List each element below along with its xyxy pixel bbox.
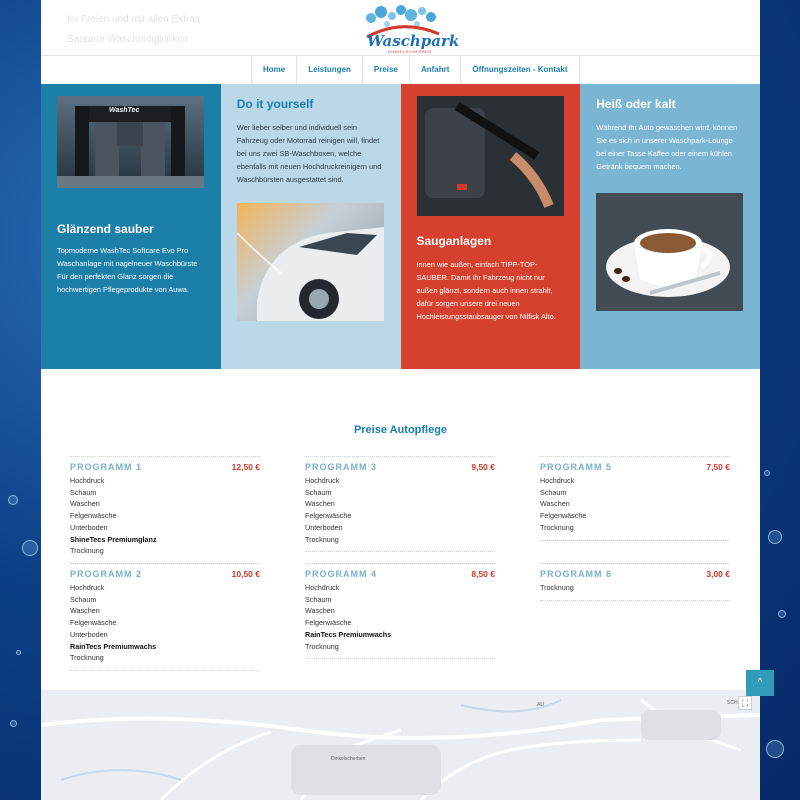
program-item: Schaum bbox=[70, 487, 97, 497]
program-name: PROGRAMM 6 bbox=[540, 569, 613, 579]
background-bubble bbox=[766, 740, 784, 758]
vacuum-interior-image bbox=[417, 96, 564, 216]
feature-heiss-oder-kalt bbox=[580, 84, 760, 369]
program-item-premium: RainTecs Premiumwachs bbox=[70, 641, 157, 651]
car-pressure-wash-image bbox=[237, 203, 384, 321]
program-price: 9,50 € bbox=[471, 462, 495, 472]
program-item: Schaum bbox=[305, 594, 332, 604]
feature-glaenzend-sauber bbox=[41, 84, 221, 369]
program-item: Felgenwäsche bbox=[540, 511, 587, 521]
site-header bbox=[41, 0, 760, 56]
washtec-image-label: WashTec bbox=[109, 107, 140, 114]
program-item: Schaum bbox=[540, 487, 567, 497]
main-navigation bbox=[41, 56, 760, 84]
program-item: Waschen bbox=[305, 606, 335, 616]
program-item-premium: ShineTecs Premiumglanz bbox=[70, 534, 157, 544]
program-item: Unterboden bbox=[70, 522, 108, 532]
program-item: Felgenwäsche bbox=[70, 511, 117, 521]
program-item: Hochdruck bbox=[305, 476, 340, 485]
program-name: PROGRAMM 3 bbox=[305, 462, 378, 472]
background-bubble bbox=[8, 495, 18, 505]
waschpark-logo[interactable] bbox=[361, 4, 460, 54]
program-name: PROGRAMM 2 bbox=[70, 569, 143, 579]
program-name: PROGRAMM 5 bbox=[540, 462, 613, 472]
map-label: SCH bbox=[727, 700, 738, 706]
program-item: Trocknung bbox=[305, 534, 339, 544]
program-item: Felgenwäsche bbox=[70, 618, 117, 628]
nav-item-kontakt[interactable]: Öffnungszeiten - Kontakt bbox=[460, 56, 579, 84]
program-card bbox=[305, 456, 495, 552]
program-name: PROGRAMM 4 bbox=[305, 569, 378, 579]
program-item: Waschen bbox=[70, 499, 100, 509]
program-card bbox=[70, 563, 260, 671]
feature-title: Sauganlagen bbox=[416, 234, 492, 248]
program-item: Schaum bbox=[305, 487, 332, 497]
chevron-up-icon[interactable]: ^ bbox=[746, 670, 774, 696]
nav-item-home[interactable]: Home bbox=[251, 56, 296, 84]
program-item: Hochdruck bbox=[70, 476, 105, 485]
program-item: Felgenwäsche bbox=[305, 511, 352, 521]
background-bubble bbox=[768, 530, 782, 544]
program-price: 8,50 € bbox=[471, 569, 495, 579]
program-item: Hochdruck bbox=[70, 583, 105, 592]
program-name: PROGRAMM 1 bbox=[70, 462, 143, 472]
feature-sauganlagen bbox=[401, 84, 581, 369]
program-item: Schaum bbox=[70, 594, 97, 604]
program-card bbox=[305, 563, 495, 659]
feature-text: Während Ihr Auto gewaschen wird, können Sie es sich in unserer Waschpark-Lounge bei einer Tasse Kaffee oder einem kühlen Getränk bequem machen. bbox=[596, 123, 738, 171]
program-price: 3,00 € bbox=[706, 569, 730, 579]
map-label: AU bbox=[537, 702, 544, 708]
program-price: 10,50 € bbox=[231, 569, 260, 579]
program-item-premium: RainTecs Premiumwachs bbox=[305, 629, 392, 639]
location-map[interactable] bbox=[41, 690, 760, 800]
background-bubble bbox=[10, 720, 17, 727]
coffee-cup-image bbox=[596, 193, 743, 311]
feature-title: Do it yourself bbox=[236, 97, 314, 111]
background-bubble bbox=[764, 470, 770, 476]
program-item: Hochdruck bbox=[540, 476, 575, 485]
logo-wordmark: Waschpark bbox=[367, 32, 460, 50]
feature-text: Innen wie außen, einfach TIPP-TOP-SAUBER. Damit Ihr Fahrzeug nicht nur außen glänzt, sondern auch innen strahlt, dafür sorgen unsere drei neuen Hochleistungsstaubsauger von Nilfisk Alto. bbox=[416, 260, 556, 321]
nav-item-preise[interactable]: Preise bbox=[362, 56, 409, 84]
background-bubble bbox=[22, 540, 38, 556]
header-faded-tagline: Saubere Waschmöglichkeit bbox=[67, 34, 188, 45]
feature-title: Heiß oder kalt bbox=[596, 97, 676, 111]
program-card bbox=[70, 456, 260, 564]
program-item: Waschen bbox=[540, 499, 570, 509]
program-item: Unterboden bbox=[305, 522, 343, 532]
program-item: Trocknung bbox=[540, 522, 574, 532]
program-item: Unterboden bbox=[70, 629, 108, 639]
feature-title: Glänzend sauber bbox=[57, 222, 154, 236]
program-card bbox=[540, 456, 730, 541]
program-item: Waschen bbox=[70, 606, 100, 616]
map-roads bbox=[41, 690, 760, 800]
program-item: Trocknung bbox=[540, 583, 574, 592]
prices-heading: Preise Autopflege bbox=[353, 424, 448, 436]
program-item: Trocknung bbox=[70, 546, 104, 556]
nav-item-leistungen[interactable]: Leistungen bbox=[296, 56, 362, 84]
nav-item-anfahrt[interactable]: Anfahrt bbox=[409, 56, 460, 84]
program-item: Trocknung bbox=[70, 653, 104, 663]
map-label: Dinkelscherben bbox=[331, 756, 366, 762]
feature-text: Wer lieber selber und individuell sein Fahrzeug oder Motorrad reinigen will, findet bei uns zwei SB-Waschboxen, welche ebenfalls mit neuen Hochdruckreinigern und Waschbürsten ausgestattet sind. bbox=[236, 123, 382, 184]
program-card bbox=[540, 563, 730, 601]
feature-do-it-yourself bbox=[221, 84, 401, 369]
background-bubble bbox=[16, 650, 21, 655]
fullscreen-icon[interactable]: ⛶ bbox=[738, 696, 752, 710]
feature-text: Topmoderne WashTec Softcare Evo Pro Waschanlage mit nagelneuer Waschbürste Für den perfekten Glanz sorgen die hochwertigen Pflegeprodukte von Auwa. bbox=[57, 246, 198, 294]
program-price: 7,50 € bbox=[706, 462, 730, 472]
header-faded-tagline: Im Freien und mit allen Extras bbox=[67, 14, 200, 25]
feature-band bbox=[41, 84, 760, 369]
background-bubble bbox=[778, 610, 786, 618]
car-wash-brush-image bbox=[57, 96, 204, 188]
program-price: 12,50 € bbox=[231, 462, 260, 472]
program-item: Waschen bbox=[305, 499, 335, 509]
website-page bbox=[41, 0, 760, 800]
program-item: Trocknung bbox=[305, 641, 339, 651]
logo-subtitle: DINKELSCHERBEN bbox=[388, 49, 432, 54]
program-item: Hochdruck bbox=[305, 583, 340, 592]
program-item: Felgenwäsche bbox=[305, 618, 352, 628]
